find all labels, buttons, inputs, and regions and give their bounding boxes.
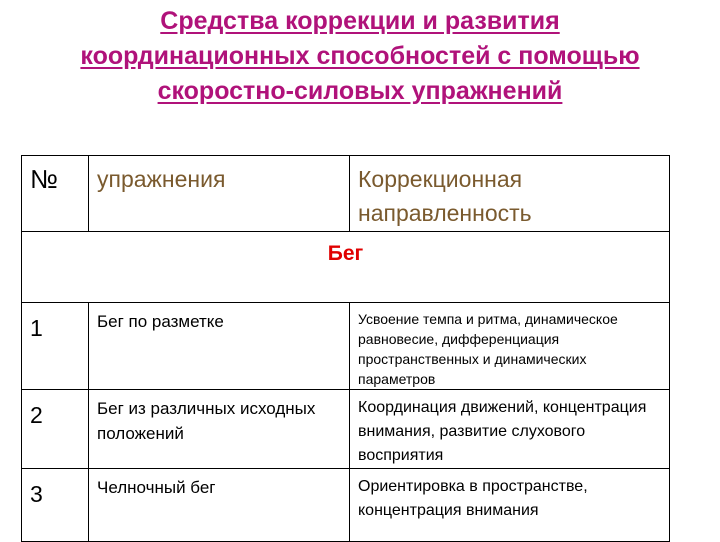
- row-exercise-cell: [89, 469, 350, 542]
- row-exercise: Бег из различных исходных положений: [97, 399, 316, 443]
- row-num: 3: [30, 481, 43, 507]
- exercise-table: [21, 155, 670, 542]
- section-row: [22, 232, 670, 303]
- row-num: 1: [30, 315, 43, 341]
- row-num-cell: [22, 469, 89, 542]
- row-num-cell: [22, 390, 89, 469]
- section-cell: [22, 232, 670, 303]
- row-num: 2: [30, 402, 43, 428]
- slide-title: Средства коррекции и развития координационных способностей с помощью скоростно-силовых упражнений: [80, 7, 640, 105]
- row-direction-cell: [350, 469, 670, 542]
- header-num-label: №: [30, 164, 58, 194]
- header-cell-direction: [350, 156, 670, 232]
- row-exercise: Бег по разметке: [97, 312, 224, 331]
- header-cell-num: [22, 156, 89, 232]
- table-row: [22, 303, 670, 390]
- header-cell-exercise: [89, 156, 350, 232]
- row-exercise-cell: [89, 303, 350, 390]
- row-direction: Усвоение темпа и ритма, динамическое равновесие, дифференциация пространственных и динамических параметров: [358, 311, 618, 387]
- row-exercise: Челночный бег: [97, 478, 216, 497]
- section-label: Бег: [327, 242, 364, 265]
- row-direction-cell: [350, 390, 670, 469]
- row-num-cell: [22, 303, 89, 390]
- row-exercise-cell: [89, 390, 350, 469]
- row-direction: Ориентировка в пространстве, концентрация внимания: [358, 478, 588, 519]
- row-direction: Координация движений, концентрация внимания, развитие слухового восприятия: [358, 399, 647, 464]
- row-direction-cell: [350, 303, 670, 390]
- header-direction-label: Коррекционная направленность: [358, 166, 532, 226]
- table-row: [22, 390, 670, 469]
- header-exercise-label: упражнения: [97, 166, 226, 192]
- table-row: [22, 469, 670, 542]
- table-header-row: [22, 156, 670, 232]
